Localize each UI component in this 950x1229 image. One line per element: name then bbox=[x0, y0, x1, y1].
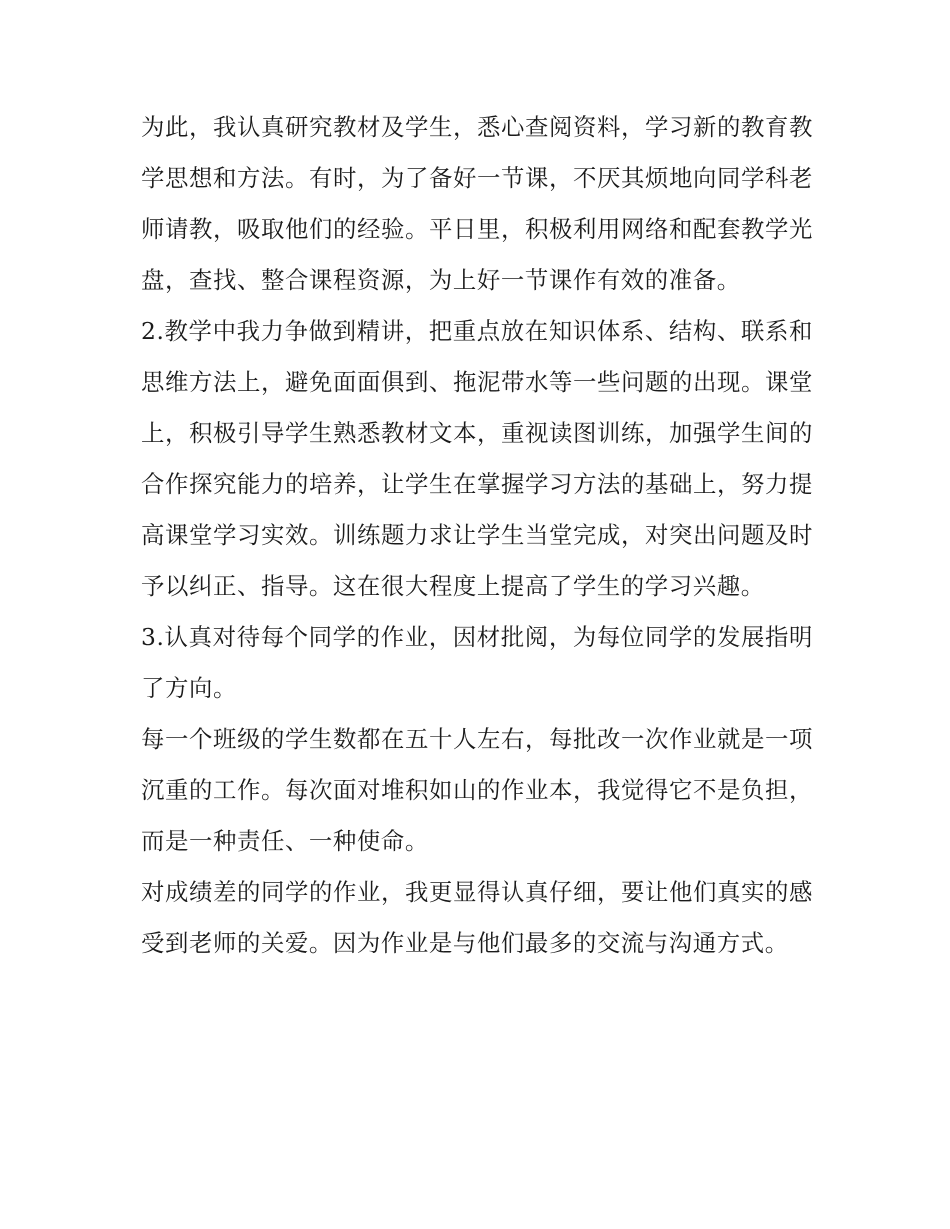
document-body bbox=[141, 102, 813, 969]
paragraph-homework: 3.认真对待每个同学的作业，因材批阅，为每位同学的发展指明了方向。 bbox=[141, 623, 813, 702]
paragraph-preparation: 为此，我认真研究教材及学生，悉心查阅资料，学习新的教育教学思想和方法。有时，为了备好一节课，不厌其烦地向同学科老师请教，吸取他们的经验。平日里，积极利用网络和配套教学光盘，查找、整合课程资源，为上好一节课作有效的准备。 bbox=[141, 113, 813, 294]
paragraph-teaching: 2.教学中我力争做到精讲，把重点放在知识体系、结构、联系和思维方法上，避免面面俱到、拖泥带水等一些问题的出现。课堂上，积极引导学生熟悉教材文本，重视读图训练，加强学生间的合作探究能力的培养，让学生在掌握学习方法的基础上，努力提高课堂学习实效。训练题力求让学生当堂完成，对突出问题及时予以纠正、指导。这在很大程度上提高了学生的学习兴趣。 bbox=[141, 317, 813, 600]
paragraph-class-size: 每一个班级的学生数都在五十人左右，每批改一次作业就是一项沉重的工作。每次面对堆积如山的作业本，我觉得它不是负担，而是一种责任、一种使命。 bbox=[141, 725, 813, 855]
paragraph-struggling-students: 对成绩差的同学的作业，我更显得认真仔细，要让他们真实的感受到老师的关爱。因为作业是与他们最多的交流与沟通方式。 bbox=[141, 878, 813, 957]
